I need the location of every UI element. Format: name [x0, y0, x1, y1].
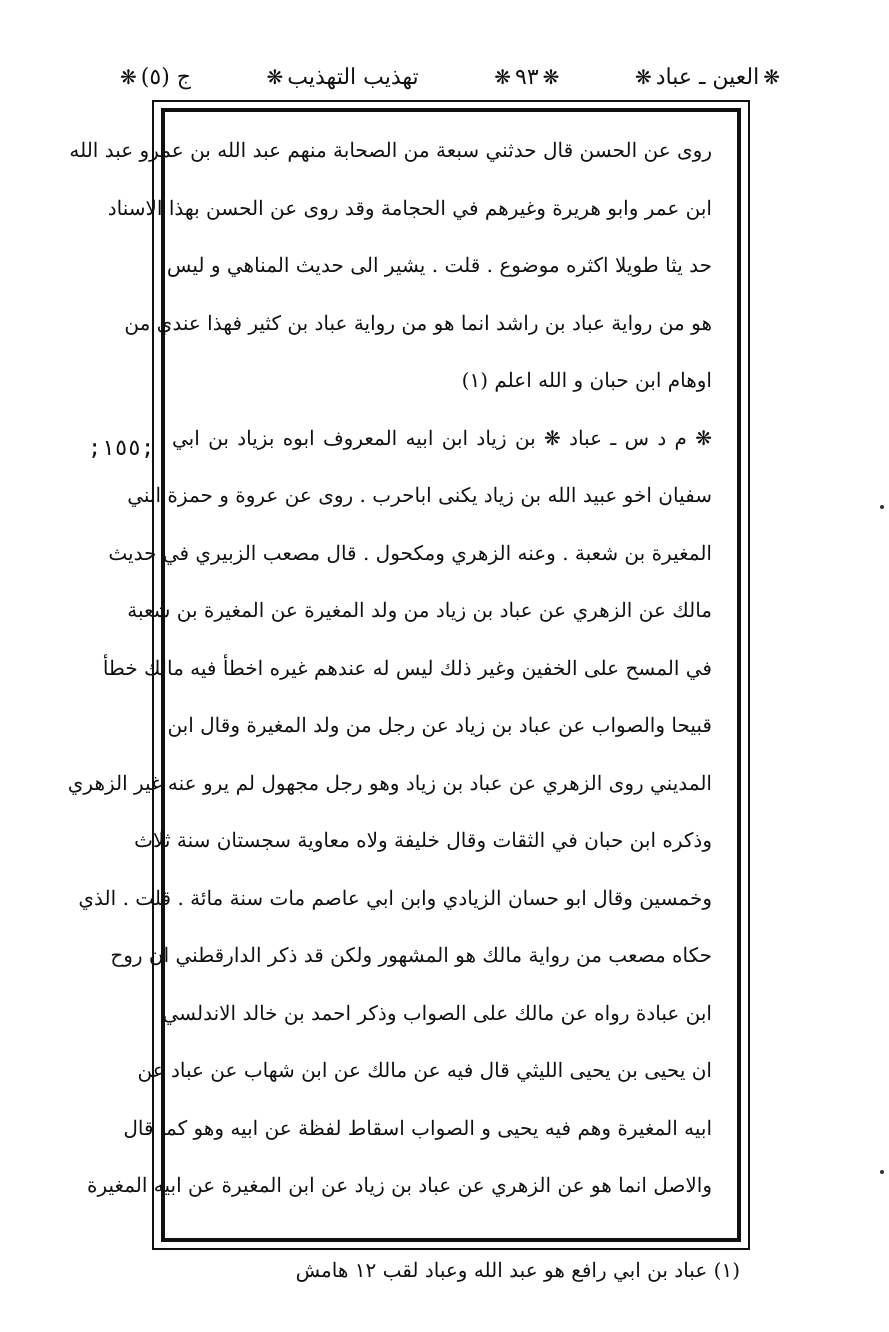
book-title-text: تهذيب التهذيب [287, 64, 419, 90]
text-line: هو من رواية عباد بن راشد انما هو من رواية عباد بن كثير فهذا عندي من [124, 310, 712, 335]
section-text: العين ـ عباد [655, 64, 760, 90]
scan-speck [880, 505, 884, 509]
margin-note: ;١٥٥; [88, 436, 155, 461]
ornament-icon: ❋ [542, 65, 560, 89]
text-line: ان يحيى بن يحيى الليثي قال فيه عن مالك عن ابن شهاب عن عباد عن [137, 1058, 712, 1082]
volume-text: ج (٥) [140, 64, 191, 90]
ornament-icon: ❋ [494, 65, 511, 89]
entry-heading-line: ❋ م د س ـ عباد ❋ بن زياد ابن ابيه المعروف ابوه بزياد بن ابي [172, 425, 712, 450]
text-line: روى عن الحسن قال حدثني سبعة من الصحابة منهم عبد الله بن عمرو عبد الله [69, 138, 712, 162]
ornament-icon: ❋ [763, 65, 780, 89]
book-title [267, 65, 419, 90]
page-number-text: ٩٣ [515, 64, 539, 90]
text-line: ابيه المغيرة وهم فيه يحيى و الصواب اسقاط لفظة عن ابيه وهو كما قال [123, 1115, 712, 1140]
text-line: حد يثا طويلا اكثره موضوع . قلت . يشير الى حديث المناهي و ليس [166, 253, 712, 277]
text-line: ابن عبادة رواه عن مالك على الصواب وذكر احمد بن خالد الاندلسي [162, 1000, 712, 1025]
scan-speck [880, 1170, 884, 1174]
text-line: مالك عن الزهري عن عباد بن زياد من ولد المغيرة عن المغيرة بن شعبة [127, 598, 712, 622]
section-label [635, 65, 780, 90]
text-line: المديني روى الزهري عن عباد بن زياد وهو رجل مجهول لم يرو عنه غير الزهري [67, 770, 712, 795]
ornament-icon: ❋ [120, 65, 137, 89]
footnote: (١) عباد بن ابي رافع هو عبد الله وعباد لقب ١٢ هامش [295, 1258, 740, 1282]
text-line: وخمسين وقال ابو حسان الزيادي وابن ابي عاصم مات سنة مائة . قلت . الذي [78, 885, 712, 910]
text-line: ابن عمر وابو هريرة وغيرهم في الحجامة وقد روى عن الحسن بهذا الاسناد [107, 195, 712, 220]
text-line: حكاه مصعب من رواية مالك هو المشهور ولكن قد ذكر الدارقطني ان روح [110, 943, 712, 967]
text-line: في المسح على الخفين وغير ذلك ليس له عندهم غيره اخطأ فيه مالك خطأ [102, 655, 712, 680]
text-line: قبيحا والصواب عن عباد بن زياد عن رجل من ولد المغيرة وقال ابن [167, 713, 712, 737]
text-line: المغيرة بن شعبة . وعنه الزهري ومكحول . قال مصعب الزبيري في حديث [108, 540, 712, 565]
text-line: والاصل انما هو عن الزهري عن عباد بن زياد عن ابن المغيرة عن ابيه المغيرة [87, 1173, 712, 1197]
ornament-icon: ❋ [634, 65, 652, 89]
text-line: اوهام ابن حبان و الله اعلم (١) [461, 368, 712, 392]
volume-label [120, 65, 191, 90]
text-line: وذكره ابن حبان في الثقات وقال خليفة ولاه معاوية سجستان سنة ثلاث [134, 828, 712, 852]
page-header [120, 52, 780, 102]
text-line: سفيان اخو عبيد الله بن زياد يكنى اباحرب . روى عن عروة و حمزة ابني [127, 483, 712, 507]
ornament-icon: ❋ [266, 65, 284, 89]
page-number [494, 65, 559, 90]
